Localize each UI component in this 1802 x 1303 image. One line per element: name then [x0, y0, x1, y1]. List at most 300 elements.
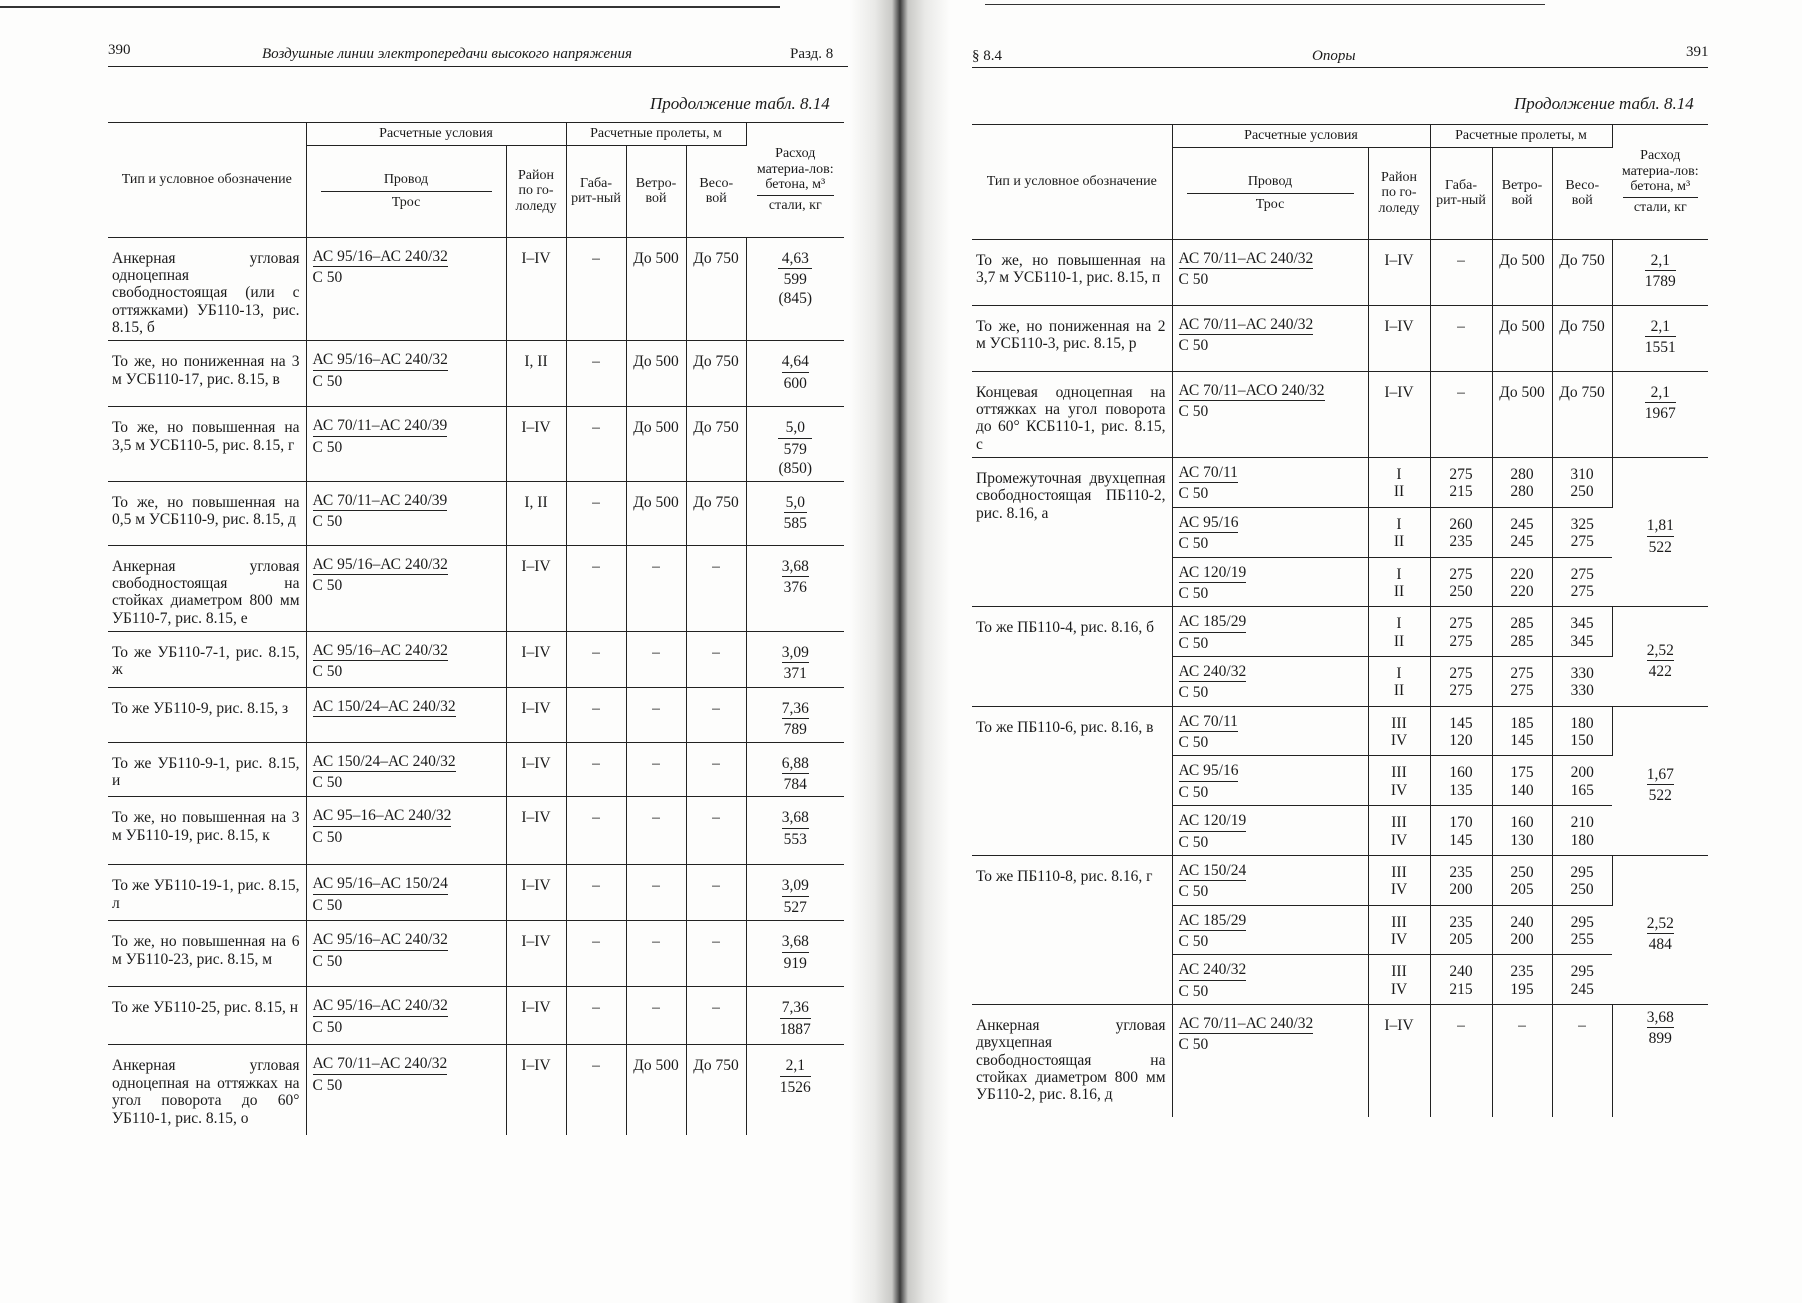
gabarit-cell-line2: 275: [1449, 682, 1473, 700]
wire-fraction: [1179, 862, 1247, 901]
region-cell: I–IV: [506, 921, 566, 987]
cable-value: С 50: [1178, 535, 1209, 553]
weight-cell-line1: 310: [1570, 466, 1594, 484]
right-running-title: Опоры: [1312, 48, 1356, 64]
weight-cell: –: [686, 545, 746, 631]
weight-cell: До 750: [686, 1045, 746, 1135]
wire-value: АС 95/16–АС 240/32: [313, 556, 448, 575]
steel-value: 599: [783, 271, 807, 289]
support-type: То же ПБ110-6, рис. 8.16, в: [972, 706, 1172, 855]
weight-cell: [1552, 756, 1612, 806]
table-row: [972, 1005, 1708, 1117]
cable-value: С 50: [1178, 982, 1209, 1000]
steel-value: 522: [1648, 787, 1672, 805]
steel-value: 1526: [779, 1078, 811, 1096]
region-cell-line1: I: [1396, 615, 1402, 633]
region-cell: I–IV: [506, 742, 566, 797]
material-fraction: [1647, 915, 1674, 954]
material-fraction: [782, 353, 809, 392]
right-continuation: Продолжение табл. 8.14: [1514, 94, 1694, 113]
wind-cell: До 500: [626, 407, 686, 481]
left-page-number: 390: [108, 42, 131, 58]
weight-cell: [1552, 458, 1612, 508]
region-cell-line1: I: [1396, 565, 1402, 583]
region-cell: I–IV: [506, 865, 566, 921]
cable-value: С 50: [312, 774, 343, 792]
region-cell-line1: I: [1396, 466, 1402, 484]
wire-cell: [306, 921, 506, 987]
wire-value: АС 95/16: [1179, 762, 1239, 781]
material-fraction: [780, 999, 811, 1038]
concrete-value: 4,64: [782, 353, 809, 372]
wind-cell: –: [626, 797, 686, 865]
cable-value: [313, 717, 456, 719]
region-cell: I–IV: [1368, 371, 1430, 457]
wire-cell: [1172, 607, 1368, 657]
col-type-header: Тип и условное обозначение: [972, 125, 1172, 240]
wire-cell: [306, 987, 506, 1045]
gabarit-cell: –: [566, 545, 626, 631]
region-cell-line2: IV: [1390, 732, 1408, 750]
table-row: [108, 341, 844, 407]
gabarit-cell: [1430, 607, 1492, 657]
cable-value: С 50: [312, 269, 343, 287]
weight-cell-line2: 150: [1570, 732, 1594, 750]
steel-value: 371: [783, 665, 807, 683]
material-fraction: [1645, 252, 1676, 291]
wire-cell: [306, 1045, 506, 1135]
gabarit-cell-line2: 215: [1449, 980, 1473, 998]
gabarit-cell-line1: 235: [1449, 863, 1473, 881]
weight-cell: До 750: [686, 407, 746, 481]
wind-cell: –: [626, 921, 686, 987]
material-fraction: [1647, 766, 1674, 805]
material-fraction: [782, 700, 809, 739]
wire-fraction: [313, 875, 448, 914]
weight-cell-line1: 180: [1570, 714, 1594, 732]
weight-cell: [1552, 806, 1612, 856]
wire-fraction: [1179, 613, 1247, 652]
top-edge-line-right: [985, 4, 1545, 5]
weight-cell: –: [686, 687, 746, 742]
region-cell-line2: II: [1393, 682, 1405, 700]
support-type: То же УБ110-19-1, рис. 8.15, л: [108, 865, 306, 921]
material-cell: [1612, 458, 1708, 607]
support-type: Анкерная угловая одноцепная свободностоящая (или с оттяжками) УБ110-13, рис. 8.15, б: [108, 237, 306, 341]
wire-value: АС 95/16–АС 150/24: [313, 875, 448, 894]
wire-cell: [1172, 656, 1368, 706]
left-section: Разд. 8: [790, 46, 834, 62]
wire-fraction: [1179, 713, 1238, 752]
gabarit-cell: –: [1430, 1005, 1492, 1117]
gabarit-cell-line1: 160: [1449, 764, 1473, 782]
concrete-value: 3,68: [782, 558, 809, 577]
region-cell: I, II: [506, 341, 566, 407]
steel-value: 376: [783, 578, 807, 596]
gabarit-cell-line1: 170: [1449, 814, 1473, 832]
region-cell: I–IV: [506, 407, 566, 481]
wind-cell-line1: 220: [1510, 565, 1534, 583]
wire-cell: [306, 687, 506, 742]
region-cell: [1368, 557, 1430, 607]
support-type: То же ПБ110-8, рис. 8.16, г: [972, 855, 1172, 1004]
gabarit-cell-line2: 120: [1449, 732, 1473, 750]
gabarit-cell-line2: 135: [1449, 781, 1473, 799]
wire-fraction: [313, 351, 448, 390]
region-cell: I, II: [506, 481, 566, 545]
wire-cell: [306, 545, 506, 631]
gabarit-cell: –: [1430, 371, 1492, 457]
col-gabarit-header: Габа-рит-ный: [1430, 147, 1492, 239]
table-row: [108, 987, 844, 1045]
region-cell: I–IV: [506, 1045, 566, 1135]
wind-cell: [1492, 507, 1552, 557]
wire-cell: [1172, 507, 1368, 557]
support-type: То же ПБ110-4, рис. 8.16, б: [972, 607, 1172, 706]
region-cell: [1368, 607, 1430, 657]
wind-cell: [1492, 557, 1552, 607]
steel-value: 422: [1648, 662, 1672, 680]
right-table: [972, 124, 1708, 1117]
left-continuation: Продолжение табл. 8.14: [650, 94, 830, 113]
weight-cell-line2: 245: [1570, 980, 1594, 998]
weight-cell: [1552, 656, 1612, 706]
weight-cell: [1552, 557, 1612, 607]
wind-cell: До 500: [626, 237, 686, 341]
wire-fraction: [1179, 961, 1247, 1000]
gabarit-cell: [1430, 905, 1492, 955]
wire-cell: [306, 631, 506, 687]
cable-value: С 50: [1178, 337, 1209, 355]
region-cell: I–IV: [506, 797, 566, 865]
weight-cell-line2: 165: [1570, 781, 1594, 799]
steel-value: 784: [783, 776, 807, 794]
col-wire-header: Провод Трос: [306, 145, 506, 237]
col-consumption-header: Расход материа-лов: бетона, м³ стали, кг: [1612, 125, 1708, 240]
wind-cell: До 500: [1492, 371, 1552, 457]
concrete-value: 3,09: [782, 877, 809, 896]
region-cell-line1: I: [1396, 515, 1402, 533]
concrete-value: 5,0: [778, 419, 812, 438]
support-type: То же УБ110-25, рис. 8.15, н: [108, 987, 306, 1045]
weight-cell-line2: 275: [1570, 533, 1594, 551]
wire-cell: [306, 407, 506, 481]
wind-cell-line1: 285: [1510, 615, 1534, 633]
wind-cell: [1492, 607, 1552, 657]
wind-cell: [1492, 656, 1552, 706]
col-type-header: Тип и условное обозначение: [108, 123, 306, 238]
gabarit-cell: –: [566, 631, 626, 687]
wire-cell: [1172, 806, 1368, 856]
weight-cell: –: [686, 797, 746, 865]
table-row: [108, 797, 844, 865]
wire-value: АС 150/24–АС 240/32: [313, 753, 456, 772]
col-weight-header: Весо-вой: [686, 145, 746, 237]
weight-cell: [1552, 706, 1612, 756]
cable-value: С 50: [312, 372, 343, 390]
table-row: [108, 865, 844, 921]
region-cell: [1368, 855, 1430, 905]
region-cell-line2: IV: [1390, 930, 1408, 948]
material-fraction: [782, 877, 809, 916]
weight-cell-line2: 330: [1570, 682, 1594, 700]
material-cell: [1612, 1005, 1708, 1117]
support-type: То же, но повышенная на 3 м УБ110-19, рис. 8.15, к: [108, 797, 306, 865]
gabarit-cell: –: [566, 865, 626, 921]
support-type: Анкерная угловая свободностоящая на стойках диаметром 800 мм УБ110-7, рис. 8.15, е: [108, 545, 306, 631]
support-type: То же, но повышенная на 3,5 м УСБ110-5, рис. 8.15, г: [108, 407, 306, 481]
wire-fraction: [1179, 564, 1247, 603]
support-type: То же, но повышенная на 6 м УБ110-23, рис. 8.15, м: [108, 921, 306, 987]
wire-value: АС 185/29: [1179, 912, 1247, 931]
gabarit-cell-line1: 275: [1449, 565, 1473, 583]
cable-value: С 50: [1178, 684, 1209, 702]
wire-fraction: [313, 1055, 448, 1094]
cable-value: С 50: [1178, 883, 1209, 901]
wire-fraction: [1179, 663, 1247, 702]
wire-fraction: [313, 248, 448, 287]
gabarit-cell-line1: 235: [1449, 913, 1473, 931]
material-fraction: [778, 250, 812, 308]
wire-fraction: [1179, 250, 1314, 289]
region-cell: [1368, 507, 1430, 557]
wire-value: АС 240/32: [1179, 663, 1247, 682]
weight-cell: [1552, 507, 1612, 557]
region-cell-line1: I: [1396, 664, 1402, 682]
wire-cell: [1172, 756, 1368, 806]
region-cell-line1: III: [1391, 863, 1407, 881]
weight-cell-line1: 330: [1570, 664, 1594, 682]
gabarit-cell: [1430, 855, 1492, 905]
region-cell: I–IV: [506, 687, 566, 742]
weight-cell-line2: 275: [1570, 582, 1594, 600]
region-cell: I–IV: [1368, 239, 1430, 305]
concrete-value: 2,1: [1645, 252, 1676, 271]
wire-cell: [1172, 855, 1368, 905]
wire-cell: [1172, 955, 1368, 1005]
cable-value: С 50: [1178, 1036, 1209, 1054]
wind-cell: [1492, 905, 1552, 955]
wire-fraction: [313, 556, 448, 595]
steel-value: 899: [1648, 1030, 1672, 1048]
region-cell: [1368, 955, 1430, 1005]
weight-cell-line1: 325: [1570, 515, 1594, 533]
gabarit-cell: [1430, 656, 1492, 706]
wind-cell: [1492, 806, 1552, 856]
weight-cell: До 750: [1552, 371, 1612, 457]
wind-cell: –: [626, 687, 686, 742]
region-cell: [1368, 706, 1430, 756]
wire-fraction: [313, 753, 456, 792]
col-consumption-header: Расход материа-лов: бетона, м³ стали, кг: [746, 123, 844, 238]
wire-fraction: [313, 642, 448, 681]
wire-fraction: [313, 417, 448, 456]
steel-value: 579: [783, 440, 807, 458]
wire-cell: [306, 341, 506, 407]
weight-cell: До 750: [686, 341, 746, 407]
weight-cell: –: [686, 742, 746, 797]
wire-cell: [306, 797, 506, 865]
region-cell: I–IV: [506, 545, 566, 631]
weight-cell: –: [686, 631, 746, 687]
cable-value: С 50: [1178, 932, 1209, 950]
col-spans-header: Расчетные пролеты, м: [566, 123, 746, 146]
concrete-value: 7,36: [782, 700, 809, 719]
material-fraction: [1645, 318, 1676, 357]
gabarit-cell: –: [566, 237, 626, 341]
gabarit-cell-line1: 260: [1449, 515, 1473, 533]
weight-cell-line2: 250: [1570, 483, 1594, 501]
support-type: Концевая одноцепная на оттяжках на угол поворота до 60° КСБ110-1, рис. 8.15, с: [972, 371, 1172, 457]
wind-cell-line2: 285: [1510, 632, 1534, 650]
support-type: То же, но пониженная на 3 м УСБ110-17, рис. 8.15, в: [108, 341, 306, 407]
wire-value: АС 70/11–АС 240/32: [313, 1055, 448, 1074]
wire-value: АС 95/16–АС 240/32: [313, 351, 448, 370]
gabarit-cell-line1: 275: [1449, 615, 1473, 633]
cable-value: С 50: [312, 828, 343, 846]
wire-cell: [306, 865, 506, 921]
gabarit-cell: –: [566, 742, 626, 797]
weight-cell-line2: 255: [1570, 930, 1594, 948]
concrete-value: 5,0: [784, 494, 807, 513]
concrete-value: 1,67: [1647, 766, 1674, 785]
wind-cell-line1: 245: [1510, 515, 1534, 533]
wire-fraction: [1179, 912, 1247, 951]
region-cell-line1: III: [1391, 963, 1407, 981]
wind-cell-line2: 130: [1510, 831, 1534, 849]
cable-value: С 50: [312, 1076, 343, 1094]
wind-cell: [1492, 756, 1552, 806]
cable-value: С 50: [1178, 783, 1209, 801]
concrete-value: 2,1: [1645, 384, 1676, 403]
cable-value: С 50: [312, 952, 343, 970]
gabarit-cell: [1430, 557, 1492, 607]
material-fraction: [1645, 384, 1676, 423]
wind-cell-line1: 280: [1510, 466, 1534, 484]
wire-cell: [1172, 905, 1368, 955]
gabarit-cell: –: [566, 921, 626, 987]
col-region-header: Район по го-лоледу: [506, 145, 566, 237]
wire-value: АС 185/29: [1179, 613, 1247, 632]
left-running-title: Воздушные линии электропередачи высокого напряжения: [262, 46, 632, 62]
region-cell-line1: III: [1391, 714, 1407, 732]
steel-value: 1551: [1644, 339, 1676, 357]
wire-value: АС 150/24: [1179, 862, 1247, 881]
weight-cell: [1552, 905, 1612, 955]
weight-cell: [1552, 607, 1612, 657]
gabarit-cell-line2: 250: [1449, 582, 1473, 600]
wire-value: АС 70/11–АС 240/32: [1179, 1015, 1314, 1034]
material-cell: [746, 545, 844, 631]
cable-value: С 50: [312, 438, 343, 456]
wire-cell: [1172, 1005, 1368, 1117]
material-cell: [1612, 371, 1708, 457]
material-cell: [746, 1045, 844, 1135]
gabarit-cell: –: [1430, 239, 1492, 305]
region-cell: I–IV: [1368, 305, 1430, 371]
gabarit-cell: –: [566, 797, 626, 865]
wind-cell-line2: 200: [1510, 930, 1534, 948]
region-cell: I–IV: [506, 987, 566, 1045]
gabarit-cell: –: [1430, 305, 1492, 371]
cable-value: С 50: [1178, 271, 1209, 289]
concrete-value: 2,52: [1647, 642, 1674, 661]
left-header-rule: [108, 66, 848, 67]
wind-cell-line1: 235: [1510, 963, 1534, 981]
wire-fraction: [313, 997, 448, 1036]
wind-cell: [1492, 955, 1552, 1005]
material-fraction: [782, 809, 809, 848]
wire-fraction: [1179, 382, 1325, 421]
cable-value: С 50: [1178, 403, 1209, 421]
region-cell-line2: IV: [1390, 831, 1408, 849]
material-cell: [746, 341, 844, 407]
wind-cell: [1492, 458, 1552, 508]
wind-cell-line1: 240: [1510, 913, 1534, 931]
weight-cell-line1: 210: [1570, 814, 1594, 832]
wind-cell-line2: 220: [1510, 582, 1534, 600]
wind-cell-line2: 195: [1510, 980, 1534, 998]
material-fraction: [778, 419, 812, 477]
wire-value: АС 70/11: [1179, 713, 1238, 732]
material-cell: [746, 742, 844, 797]
weight-cell-line1: 295: [1570, 863, 1594, 881]
material-cell: [1612, 706, 1708, 855]
material-cell: [1612, 607, 1708, 706]
material-fraction: [1647, 1009, 1674, 1048]
region-cell: [1368, 756, 1430, 806]
region-cell-line2: IV: [1390, 980, 1408, 998]
wire-value: АС 120/19: [1179, 564, 1247, 583]
steel-value: 1967: [1644, 405, 1676, 423]
support-type: То же УБ110-7-1, рис. 8.15, ж: [108, 631, 306, 687]
concrete-value: 4,63: [778, 250, 812, 269]
wind-cell: –: [626, 631, 686, 687]
weight-cell: До 750: [686, 237, 746, 341]
weight-cell: До 750: [686, 481, 746, 545]
material-cell: [746, 921, 844, 987]
material-cell: [746, 631, 844, 687]
wire-fraction: [1179, 1015, 1314, 1054]
wind-cell: –: [626, 742, 686, 797]
wire-value: АС 95/16–АС 240/32: [313, 931, 448, 950]
material-cell: [746, 797, 844, 865]
gabarit-cell: –: [566, 407, 626, 481]
wire-value: АС 95/16: [1179, 514, 1239, 533]
region-cell-line2: II: [1393, 632, 1405, 650]
wire-cell: [1172, 305, 1368, 371]
table-row: [108, 407, 844, 481]
region-cell-line2: IV: [1390, 781, 1408, 799]
right-section: § 8.4: [972, 48, 1002, 64]
material-cell: [1612, 239, 1708, 305]
gabarit-cell: [1430, 955, 1492, 1005]
gabarit-cell-line2: 205: [1449, 930, 1473, 948]
wire-cell: [1172, 458, 1368, 508]
col-wind-header: Ветро-вой: [1492, 147, 1552, 239]
region-cell: [1368, 458, 1430, 508]
support-type: То же, но повышенная на 0,5 м УСБ110-9, рис. 8.15, д: [108, 481, 306, 545]
wire-fraction: [313, 931, 448, 970]
cable-value: С 50: [1178, 634, 1209, 652]
wire-value: АС 70/11–АС 240/32: [1179, 250, 1314, 269]
wind-cell-line2: 280: [1510, 483, 1534, 501]
region-cell-line1: III: [1391, 913, 1407, 931]
col-wire-header: Провод Трос: [1172, 147, 1368, 239]
table-row: [108, 687, 844, 742]
wire-fraction: [313, 698, 456, 719]
steel-alt-value: (850): [778, 460, 813, 478]
